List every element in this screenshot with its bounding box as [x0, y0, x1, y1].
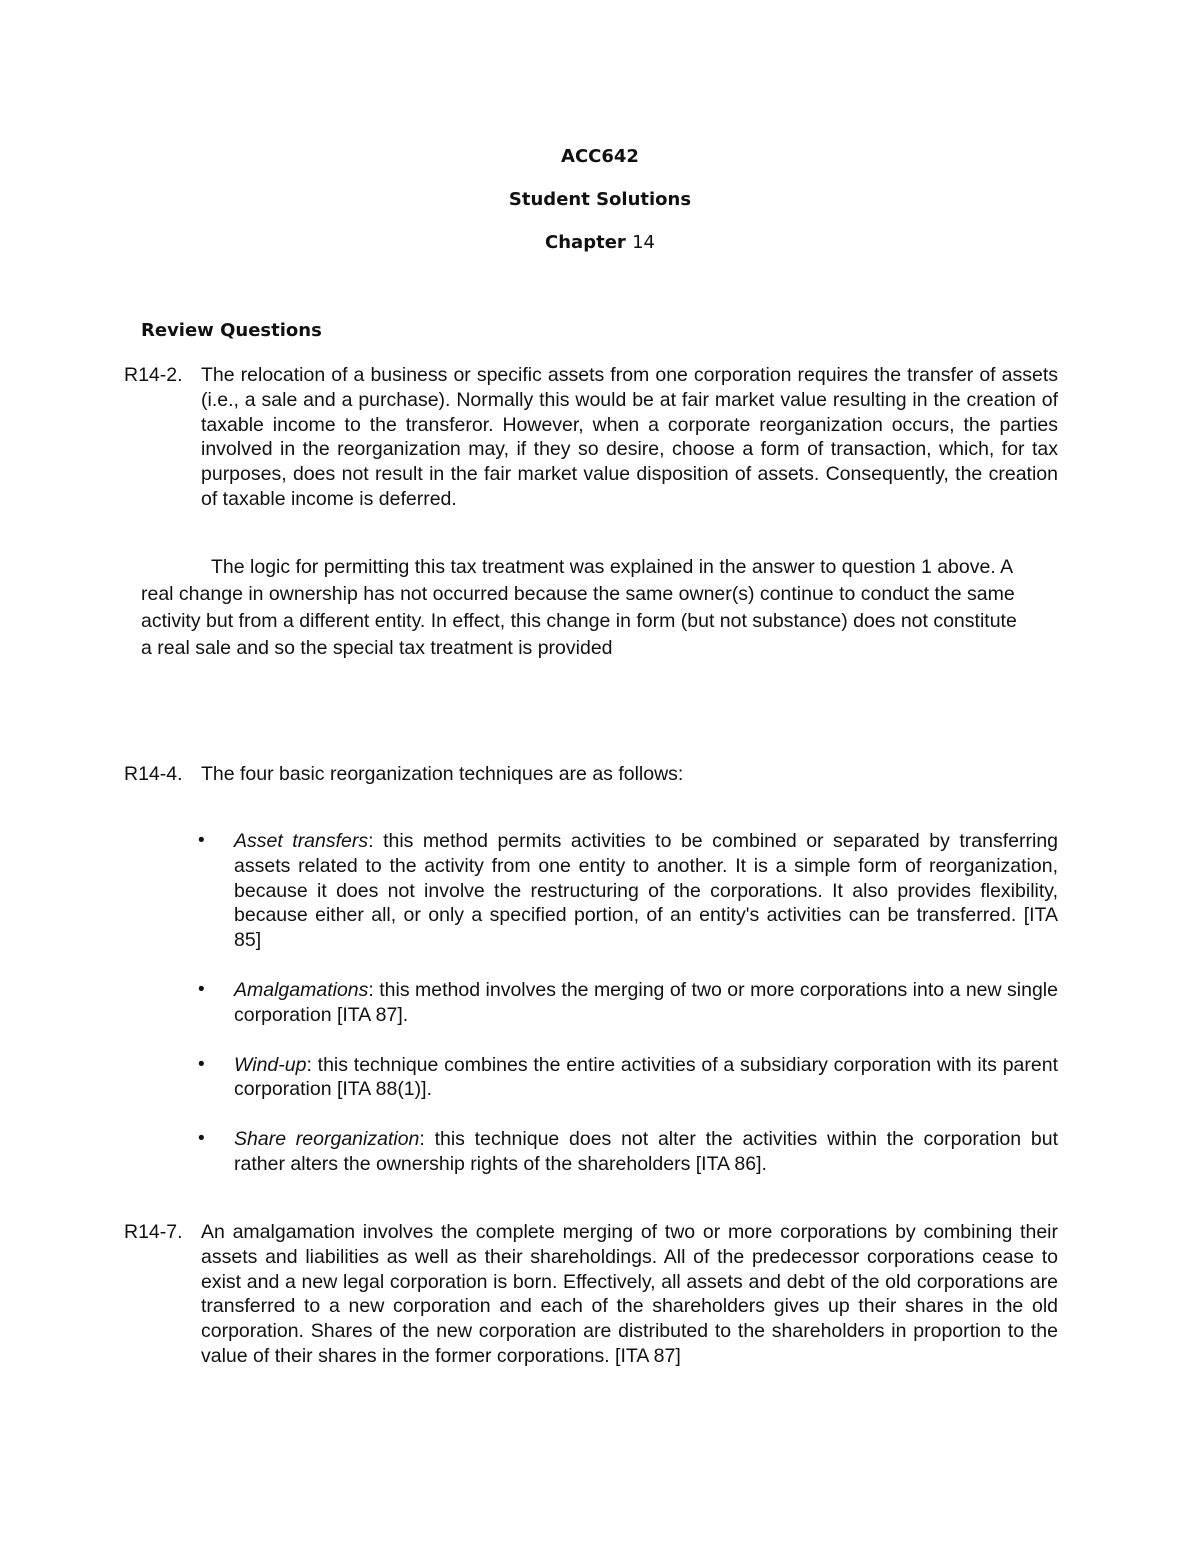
document-subtitle: Student Solutions — [508, 189, 692, 210]
term-amalgamations: Amalgamations — [234, 978, 369, 1001]
answer-r14-2-followup — [141, 554, 1021, 662]
desc-asset-transfers: : this method permits activities to be combined or separated by transferring assets related to the activity from one entity to another. It is a simple form of reorganization, because it does not involve the restructuring of the corporations. It also provides flexibility, because either all, or only a specified portion, of an entity's activities can be transferred. [ITA 85] — [234, 830, 1059, 952]
term-wind-up: Wind-up — [234, 1053, 307, 1076]
section-heading: Review Questions — [141, 320, 322, 341]
chapter-label: Chapter — [545, 232, 626, 253]
answer-r14-4-intro: The four basic reorganization techniques are as follows: — [201, 763, 684, 785]
question-number-r14-7: R14-7. — [124, 1221, 183, 1243]
question-number-r14-2: R14-2. — [124, 364, 183, 386]
term-asset-transfers: Asset transfers — [234, 830, 369, 852]
question-number-r14-4: R14-4. — [124, 763, 183, 785]
reorganization-techniques-list — [234, 829, 1058, 1177]
answer-r14-7: An amalgamation involves the complete merging of two or more corporations by combining their assets and liabilities as well as their shareholdings. All of the predecessor corporations cease to exist and a new legal corporation is born. Effectively, all assets and debt of the old corporations are transferred to a new corporation and each of the shareholders gives up their shares in the old corporation. Shares of the new corporation are distributed to the shareholders in proportion to the value of their shares in the former corporations. [ITA 87] — [201, 1221, 1058, 1367]
list-item-share-reorganization — [234, 1127, 1058, 1177]
list-item-wind-up — [234, 1053, 1058, 1103]
desc-share-reorganization: : this technique does not alter the activities within the corporation but rather alters the ownership rights of the shareholders [ITA 86]. — [234, 1128, 1058, 1175]
desc-amalgamations: : this method involves the merging of two or more corporations into a new single corporation [ITA 87]. — [234, 978, 1058, 1026]
answer-r14-2: The relocation of a business or specific assets from one corporation requires the transfer of assets (i.e., a sale and a purchase). Normally this would be at fair market value resulting in the creation of taxable income to the transferor. However, when a corporate reorganization occurs, the parties involved in the reorganization may, if they so desire, choose a form of transaction, which, for tax purposes, does not result in the fair market value disposition of assets. Consequently, the creation of taxable income is deferred. — [201, 364, 1058, 510]
chapter-number: 14 — [632, 232, 655, 253]
course-title: ACC642 — [561, 146, 639, 167]
list-item-asset-transfers — [234, 829, 1058, 953]
list-item-amalgamations — [234, 978, 1058, 1028]
answer-r14-2-followup-text: The logic for permitting this tax treatment was explained in the answer to question 1 above. A real change in ownership has not occurred because the same owner(s) continue to conduct the same activity but from a different entity. In effect, this change in form (but not substance) does not constitute a real sale and so the special tax treatment is provided — [141, 556, 1017, 659]
term-share-reorganization: Share reorganization — [234, 1128, 420, 1151]
chapter-heading — [0, 232, 1200, 253]
desc-wind-up: : this technique combines the entire activities of a subsidiary corporation with its parent corporation [ITA 88(1)]. — [234, 1053, 1058, 1101]
